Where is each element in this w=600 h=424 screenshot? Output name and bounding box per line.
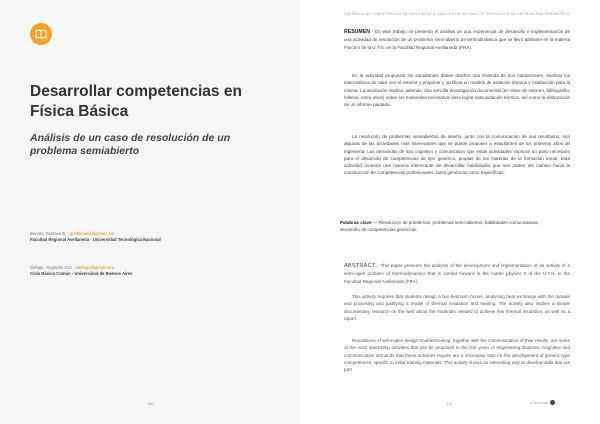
running-header: DESARROLLAR COMPETENCIAS EN FÍSICA BÁSICA. ANÁLISIS DE UN CASO DE RESOLUCIÓN DE UN PROBLEMA SEMIABIERTO — [344, 12, 570, 16]
author-block — [30, 265, 270, 277]
abstract-paragraph: ABSTRACT - This paper presents the analysis of the development and implementation of an activity of a semi-open problem of thermodynamics that is carried forward in the matter physics II of the U.T.N. in the Facultad Regional Avellaneda (FRA). — [344, 263, 570, 284]
brand-label: e-ciencias — [530, 400, 549, 405]
author-email-link[interactable]: adefago@gmail.com — [75, 265, 114, 270]
page-number: 211 — [446, 401, 453, 406]
resumen-label: RESUMEN — [344, 29, 370, 35]
author-block — [30, 231, 270, 243]
article-title: Desarrollar competencias en Física Básica — [30, 83, 242, 120]
author-affiliation: Facultad Regional Avellaneda - Universidad Tecnológica Nacional — [30, 237, 161, 242]
brand-logo-icon — [550, 400, 555, 405]
resumen-paragraph: La resolución de problemas semiabiertos de diseño, junto con la comunicación de sus resultados, son algunas de las actividades más interesantes que se puede proponer a estudiantes de los primeros años de Ingeniería. Las demandas de tipo cognitivo y comunicativo que estas actividades implican un paso necesario para el desarrollo de competencias de tipo genérico, propias de las materias de la formación inicial. Esta actividad muestra una manera interesante de desarrollar habilidades que son partes del camino hacia la construcción de competencias profesionales, tanto genéricas como específicas. — [344, 134, 570, 176]
author-email-link[interactable]: gustbender@gmail.com — [70, 231, 115, 236]
abstract-paragraph: Resolutions of semi-open design troubleshooting, together with the communication of their results, are some of the most interesting activities that can be proposed to the first years of engineering students. Cognitive and communicative demands that these activities require are a necessary step for the development of generic type competences, specific to initial training materials. This activity shows an interesting way to develop skills that are part — [344, 338, 570, 372]
author-name: Bender, Gustavo E. - — [30, 231, 71, 236]
keywords: Palabras clave — Resolución de problemas, problemas semi-abiertos, habilidades comunicativas, desarrollo de competencias genéricas — [340, 220, 540, 233]
article-subtitle: Análisis de un caso de resolución de un problema semiabierto — [30, 132, 231, 157]
keywords-label: Palabras clave — [340, 220, 372, 225]
abstract-label: ABSTRACT — [344, 263, 376, 269]
footer-brand — [530, 400, 555, 405]
resumen-paragraph: En la actividad propuesta los estudiantes deben diseñar una vivienda de dos habitaciones, analizar los intercambios de calor con el exterior y proponer y justificar un modelo de aislación térmica y calefacción para la misma. La resolución implica, además, una sencilla investigación documental (en sitios de Internet, bibliografía, folletos, entre otros) sobre los materiales necesarios para lograr esta aislación térmica, así como la elaboración de un informe pautado. — [344, 73, 570, 107]
resumen-paragraph: RESUMEN - En este trabajo se presenta el análisis de una experiencia de desarrollo e implementación de una actividad de resolución de un problema semi-abierto de termodinámica que se llevó adelante en la materia Física II de la U.T.N. en la Facultad Regional Avellaneda (FRA). — [344, 29, 570, 50]
abstract-paragraph: This activity requires that students design a two-bedroom house, analysing heat exchange with the outside and proposing and justifying a model of thermal insulation and heating. The activity also implies a simple documentary research on the web about the materials needed to achieve this thermal insulation, as well as a report. — [344, 294, 570, 321]
author-name: Defago, Alejandra Eva - — [30, 265, 76, 270]
book-icon — [30, 23, 52, 45]
author-affiliation: Ciclo Básico Común - Universidad de Buenos Aires — [30, 271, 133, 276]
page-number: 180 — [147, 401, 154, 406]
